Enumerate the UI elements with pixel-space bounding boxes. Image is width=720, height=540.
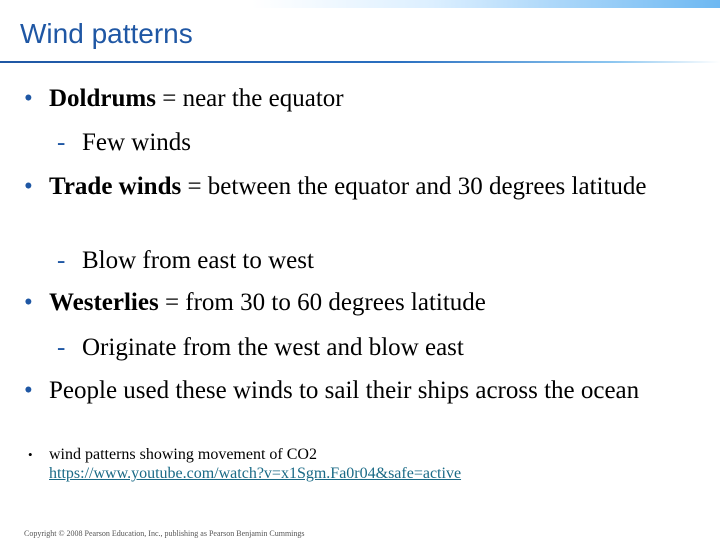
term: Trade winds xyxy=(49,173,182,200)
copyright-notice: Copyright © 2008 Pearson Education, Inc., publishing as Pearson Benjamin Cummings xyxy=(24,529,305,538)
sub-bullet-text: Blow from east to west xyxy=(82,247,314,274)
dash-marker: - xyxy=(57,247,66,274)
youtube-link[interactable]: https://www.youtube.com/watch?v=x1Sgm.Fa0r04&safe=active xyxy=(49,465,462,482)
term: Westerlies xyxy=(49,289,159,316)
bullet-marker: • xyxy=(24,289,33,316)
bullet-text xyxy=(49,83,689,114)
bullet-text xyxy=(49,171,689,202)
definition: = from 30 to 60 degrees latitude xyxy=(158,289,486,316)
definition: = near the equator xyxy=(155,85,344,112)
term: Doldrums xyxy=(49,85,156,112)
title-underline xyxy=(0,61,720,63)
dash-marker: - xyxy=(57,129,66,156)
bullet-marker: • xyxy=(28,447,33,462)
bullet-text xyxy=(49,287,689,318)
slide-title: Wind patterns xyxy=(20,18,193,49)
video-caption: wind patterns showing movement of CO2 xyxy=(49,446,317,463)
top-accent-band xyxy=(0,0,720,8)
sub-bullet-text: Few winds xyxy=(82,129,192,156)
bullet-marker: • xyxy=(24,85,33,112)
bullet-text xyxy=(49,445,461,483)
sub-bullet-text: Originate from the west and blow east xyxy=(82,334,464,361)
bullet-marker: • xyxy=(24,377,33,404)
definition: = between the equator and 30 degrees latitude xyxy=(181,173,647,200)
bullet-text: People used these winds to sail their ships across the ocean xyxy=(49,377,640,404)
dash-marker: - xyxy=(57,334,66,361)
bullet-marker: • xyxy=(24,173,33,200)
